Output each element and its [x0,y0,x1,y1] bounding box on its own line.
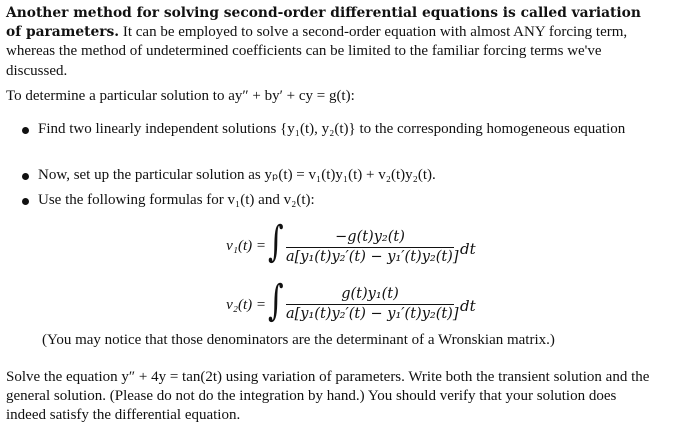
step-text: Now, set up the particular solution as yₚ(t) = v₁(t)y₁(t) + v₂(t)y₂(t). [38,167,436,183]
step-text: Use the following formulas for v₁(t) and v₂(t): [38,192,315,208]
list-item [22,191,654,210]
intro-paragraph [6,4,656,81]
bullet-dot [22,173,29,180]
intro-bold-lead: Another method for solving second-order differential equations is called variation of parameters. [6,5,641,41]
task-paragraph: Solve the equation y″ + 4y = tan(2t) using variation of parameters. Write both the transient solution and the general solution. (Please do not do the integration by hand.) You should verify that your solution does indeed satisfy the differential equation. [6,369,650,423]
fraction [286,229,459,265]
integral-sign: ∫ [268,217,284,267]
list-item [22,166,654,185]
formula-lhs: v₁(t) = [226,238,266,254]
integral-sign: ∫ [268,276,284,326]
intro-rest: It can be employed to solve a second-order equation with almost ANY forcing term, whereas the method of undetermined coefficients can be limited to the familiar forcing terms we've discussed. [6,24,628,79]
fraction-denominator: a[y₁(t)y₂′(t) − y₁′(t)y₂(t)] [286,249,459,265]
list-item [22,120,654,139]
fraction-numerator: −g(t)y₂(t) [335,229,405,245]
bullet-dot [22,127,29,134]
step-text: Find two linearly independent solutions {y₁(t), y₂(t)} to the corresponding homogeneous equation [38,121,626,137]
formula-lhs: v₂(t) = [226,297,266,313]
differential: dt [460,240,476,258]
differential: dt [460,297,476,315]
fraction-numerator: g(t)y₁(t) [341,286,399,302]
wronskian-note: (You may notice that those denominators are the determinant of a Wronskian matrix.) [42,332,555,348]
bullet-dot [22,198,29,205]
fraction [286,286,459,322]
determine-line: To determine a particular solution to ay″ + by′ + cy = g(t): [6,88,355,104]
fraction-denominator: a[y₁(t)y₂′(t) − y₁′(t)y₂(t)] [286,306,459,322]
